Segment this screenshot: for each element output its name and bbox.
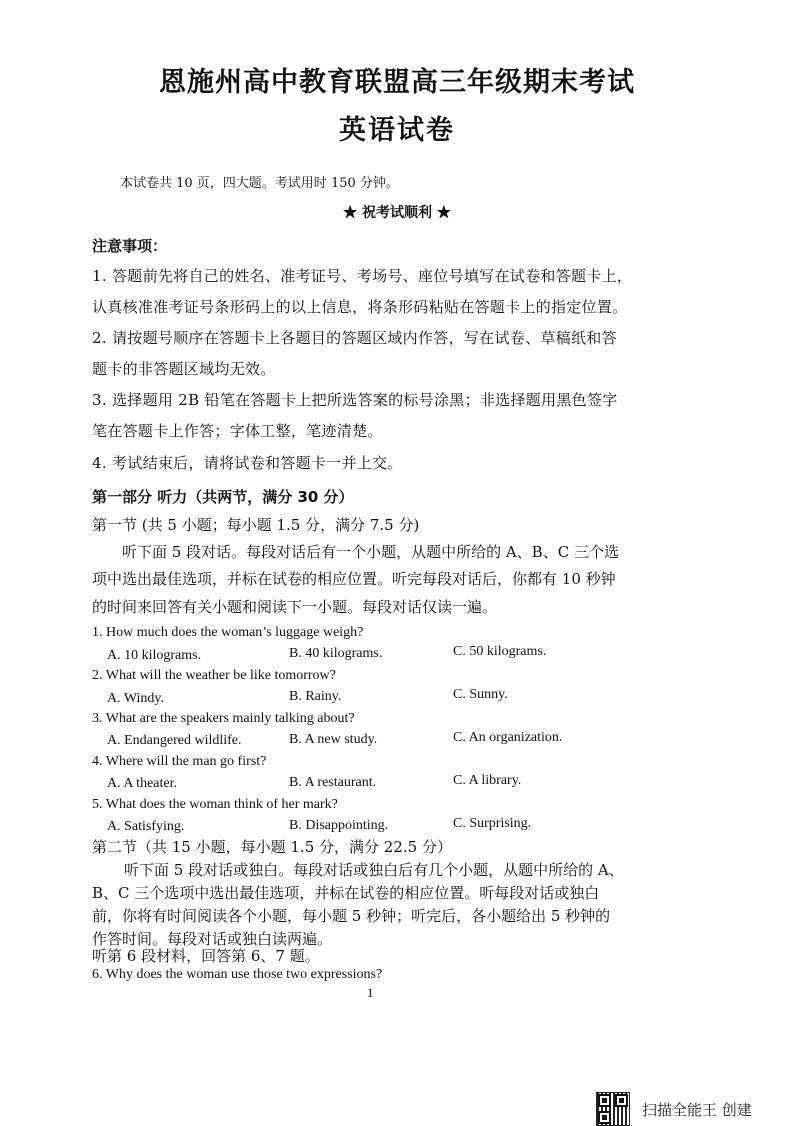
page-subtitle: 英语试卷	[339, 115, 455, 146]
notice-line: 笔在答题卡上作答；字体工整，笔迹清楚。	[92, 422, 383, 440]
section2-instructions: 作答时间。每段对话或独白读两遍。	[92, 930, 333, 948]
notice-line: 题卡的非答题区域均无效。	[92, 360, 276, 378]
notice-line: 2. 请按题号顺序在答题卡上各题目的答题区域内作答，写在试卷、草稿纸和答	[92, 329, 617, 347]
part1-heading: 第一部分 听力（共两节，满分 30 分）	[92, 488, 354, 506]
section2-heading: 第二节（共 15 小题，每小题 1.5 分，满分 22.5 分）	[92, 838, 452, 856]
option-b: B. A restaurant.	[289, 775, 377, 790]
page-number: 1	[367, 985, 374, 1000]
section1-instructions: 的时间来回答有关小题和阅读下一小题。每段对话仅读一遍。	[92, 598, 498, 616]
option-c: C. Surprising.	[453, 816, 532, 831]
good-luck-banner: ★ 祝考试顺利 ★	[343, 205, 451, 221]
watermark-text: 扫描全能王 创建	[642, 1100, 752, 1119]
question-2: 2. What will the weather be like tomorrow?	[92, 668, 336, 683]
option-b: B. 40 kilograms.	[289, 646, 383, 661]
option-b: B. Rainy.	[289, 689, 342, 704]
option-b: B. Disappointing.	[289, 818, 389, 833]
option-c: C. An organization.	[453, 730, 563, 745]
exam-intro: 本试卷共 10 页，四大题。考试用时 150 分钟。	[120, 176, 399, 191]
option-a: A. Satisfying.	[107, 819, 185, 834]
section2-instructions: 前，你将有时间阅读各个小题，每小题 5 秒钟；听完后，各小题给出 5 秒钟的	[92, 907, 611, 925]
question-6: 6. Why does the woman use those two expressions?	[92, 967, 383, 982]
notice-line: 认真核准准考证号条形码上的以上信息，将条形码粘贴在答题卡上的指定位置。	[92, 298, 628, 316]
notice-line: 4. 考试结束后，请将试卷和答题卡一并上交。	[92, 454, 403, 472]
option-a: A. 10 kilograms.	[107, 648, 202, 663]
notice-line: 1. 答题前先将自己的姓名、准考证号、考场号、座位号填写在试卷和答题卡上，	[92, 267, 633, 285]
option-a: A. Windy.	[107, 691, 164, 706]
option-b: B. A new study.	[289, 732, 378, 747]
section1-heading: 第一节 (共 5 小题；每小题 1.5 分，满分 7.5 分)	[92, 516, 420, 534]
question-4: 4. Where will the man go first?	[92, 754, 267, 769]
option-a: A. A theater.	[107, 776, 177, 791]
question-3: 3. What are the speakers mainly talking about?	[92, 711, 355, 726]
question-1: 1. How much does the woman’s luggage weigh?	[92, 625, 364, 640]
page-title: 恩施州高中教育联盟高三年级期末考试	[159, 67, 635, 98]
option-a: A. Endangered wildlife.	[107, 733, 242, 748]
material-note: 听第 6 段材料，回答第 6、7 题。	[92, 947, 320, 965]
option-c: C. 50 kilograms.	[453, 644, 547, 659]
section2-instructions: B、C 三个选项中选出最佳选项，并标在试卷的相应位置。听每段对话或独白	[92, 884, 600, 902]
section1-instructions: 听下面 5 段对话。每段对话后有一个小题，从题中所给的 A、B、C 三个选	[122, 543, 619, 561]
question-5: 5. What does the woman think of her mark?	[92, 797, 338, 812]
notice-line: 3. 选择题用 2B 铅笔在答题卡上把所选答案的标号涂黑；非选择题用黑色签字	[92, 391, 618, 409]
section1-instructions: 项中选出最佳选项，并标在试卷的相应位置。听完每段对话后，你都有 10 秒钟	[92, 570, 616, 588]
section2-instructions: 听下面 5 段对话或独白。每段对话或独白后有几个小题，从题中所给的 A、	[124, 861, 624, 879]
scanner-watermark	[596, 1092, 752, 1126]
option-c: C. A library.	[453, 773, 522, 788]
qr-code-icon	[596, 1092, 630, 1126]
option-c: C. Sunny.	[453, 687, 508, 702]
notice-heading: 注意事项：	[92, 237, 168, 255]
